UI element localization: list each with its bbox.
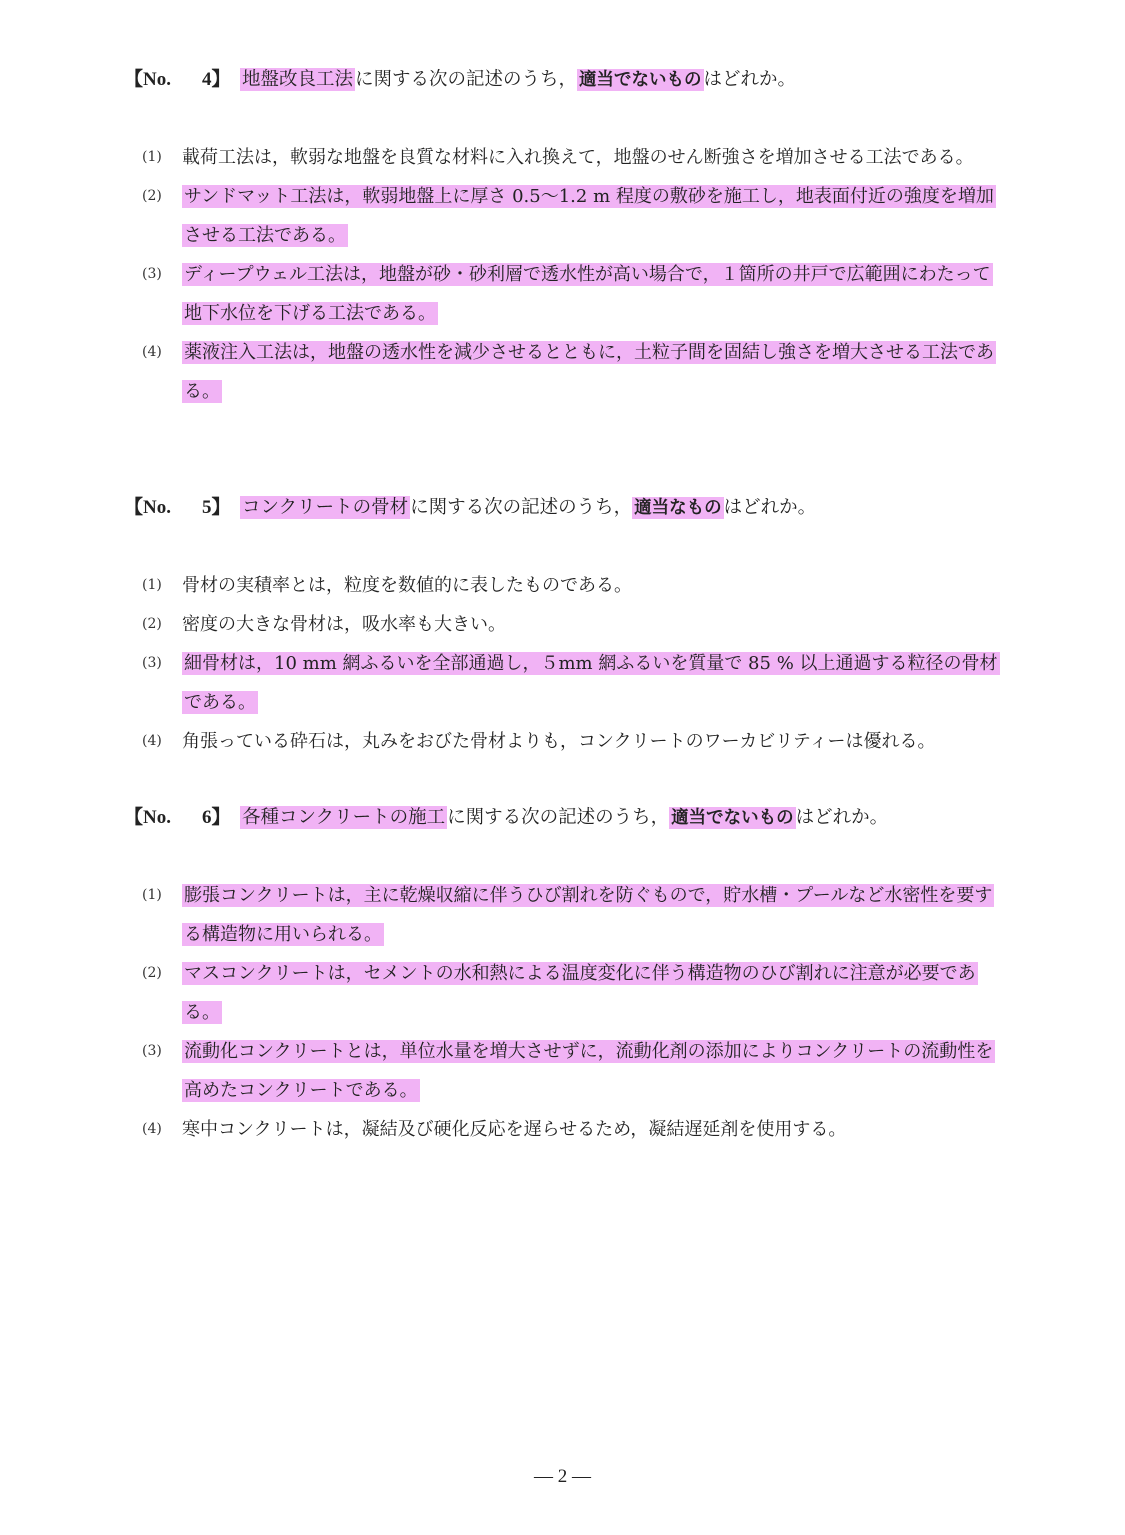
option-number: (2) xyxy=(142,965,162,981)
option-3 xyxy=(124,255,1004,333)
option-number: (2) xyxy=(142,188,162,204)
page-number: — 2 — xyxy=(534,1466,591,1487)
options-list xyxy=(124,138,1004,411)
option-number: (3) xyxy=(142,655,162,671)
stem-keyword: 適当でないもの xyxy=(671,808,794,828)
option-text: 載荷工法は，軟弱な地盤を良質な材料に入れ換えて，地盤のせん断強さを増加させる工法である。 xyxy=(182,147,974,168)
options-list xyxy=(124,566,1004,761)
option-text: マスコンクリートは，セメントの水和熱による温度変化に伴う構造物のひび割れに注意が必要である。 xyxy=(184,963,976,1023)
stem-topic: コンクリートの骨材 xyxy=(242,497,409,518)
option-number: (1) xyxy=(142,887,162,903)
question-number: 5】 xyxy=(202,497,231,518)
option-text: 密度の大きな骨材は，吸水率も大きい。 xyxy=(182,614,506,635)
stem-mid: に関する次の記述のうち， xyxy=(447,807,670,828)
option-text: サンドマット工法は，軟弱地盤上に厚さ 0.5〜1.2 m 程度の敷砂を施工し，地表面付近の強度を増加させる工法である。 xyxy=(184,186,994,246)
option-4 xyxy=(124,333,1004,411)
question-label: 【No. xyxy=(124,69,171,90)
question-stem xyxy=(240,798,888,838)
option-4 xyxy=(124,722,1004,761)
option-number: (1) xyxy=(142,577,162,593)
stem-end: はどれか。 xyxy=(795,807,889,828)
option-number: (4) xyxy=(142,1121,162,1137)
option-4 xyxy=(124,1110,1004,1149)
option-number: (4) xyxy=(142,344,162,360)
question-header xyxy=(124,60,1004,100)
option-text: 寒中コンクリートは，凝結及び硬化反応を遅らせるため，凝結遅延剤を使用する。 xyxy=(182,1119,847,1140)
option-1 xyxy=(124,566,1004,605)
question-number: 6】 xyxy=(202,807,231,828)
question-header xyxy=(124,798,1004,838)
question-6 xyxy=(124,798,1004,1140)
stem-keyword: 適当でないもの xyxy=(579,70,702,90)
option-2 xyxy=(124,605,1004,644)
option-number: (2) xyxy=(142,616,162,632)
option-2 xyxy=(124,177,1004,255)
option-text: 薬液注入工法は，地盤の透水性を減少させるとともに，土粒子間を固結し強さを増大させる工法である。 xyxy=(184,342,994,402)
options-list xyxy=(124,876,1004,1149)
stem-keyword: 適当なもの xyxy=(634,498,722,518)
option-text: 細骨材は，10 mm 網ふるいを全部通過し，５mm 網ふるいを質量で 85 % 以上通過する粒径の骨材である。 xyxy=(184,653,998,713)
question-stem xyxy=(240,488,816,528)
option-text: 膨張コンクリートは，主に乾燥収縮に伴うひび割れを防ぐもので，貯水槽・プールなど水密性を要する構造物に用いられる。 xyxy=(184,885,993,945)
option-number: (4) xyxy=(142,733,162,749)
option-number: (3) xyxy=(142,1043,162,1059)
option-number: (1) xyxy=(142,149,162,165)
stem-mid: に関する次の記述のうち， xyxy=(355,69,578,90)
question-label: 【No. xyxy=(124,807,171,828)
question-header xyxy=(124,488,1004,528)
option-1 xyxy=(124,138,1004,177)
stem-topic: 各種コンクリートの施工 xyxy=(242,807,446,828)
question-stem xyxy=(240,60,796,100)
option-1 xyxy=(124,876,1004,954)
option-text: 骨材の実積率とは，粒度を数値的に表したものである。 xyxy=(182,575,632,596)
stem-topic: 地盤改良工法 xyxy=(242,69,354,90)
option-text: 流動化コンクリートとは，単位水量を増大させずに，流動化剤の添加によりコンクリートの流動性を高めたコンクリートである。 xyxy=(184,1041,994,1101)
question-number: 4】 xyxy=(202,69,231,90)
option-3 xyxy=(124,644,1004,722)
stem-mid: に関する次の記述のうち， xyxy=(410,497,633,518)
question-5 xyxy=(124,488,1004,752)
option-3 xyxy=(124,1032,1004,1110)
option-number: (3) xyxy=(142,266,162,282)
option-text: ディープウェル工法は，地盤が砂・砂利層で透水性が高い場合で，１箇所の井戸で広範囲にわたって地下水位を下げる工法である。 xyxy=(184,264,991,324)
option-2 xyxy=(124,954,1004,1032)
option-text: 角張っている砕石は，丸みをおびた骨材よりも，コンクリートのワーカビリティーは優れる。 xyxy=(182,731,936,752)
question-label: 【No. xyxy=(124,497,171,518)
stem-end: はどれか。 xyxy=(703,69,797,90)
question-4 xyxy=(124,60,1004,402)
stem-end: はどれか。 xyxy=(723,497,817,518)
